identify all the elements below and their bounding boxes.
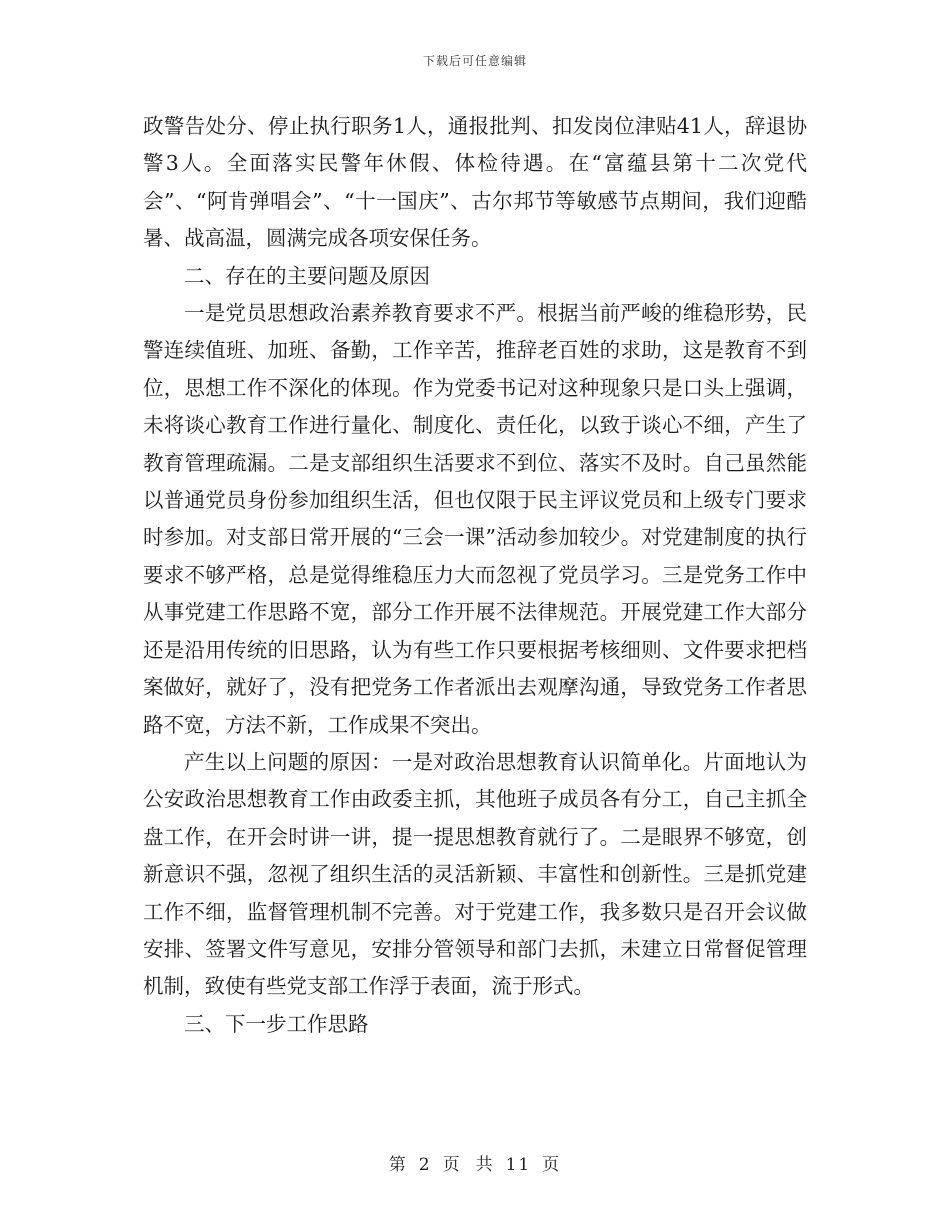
header-note: 下载后可任意编辑 (422, 54, 527, 68)
section-heading-next-steps: 三、下一步工作思路 (184, 1011, 369, 1036)
paragraph-problems: 一是党员思想政治素养教育要求不严。根据当前严峻的维稳形势，民警连续值班、加班、备勤，工作辛苦，推辞老百姓的求助，这是教育不到位，思想工作不深化的体现。作为党委书记对这种现象只是口头上强调，未将谈心教育工作进行量化、制度化、责任化，以致于谈心不细，产生了教育管理疏漏。二是支部组织生活要求不到位、落实不及时。自己虽然能以普通党员身份参加组织生活，但也仅限于民主评议党员和上级专门要求时参加。对支部日常开展的“三会一课”活动参加较少。对党建制度的执行要求不够严格，总是觉得维稳压力大而忽视了党员学习。三是党务工作中从事党建工作思路不宽，部分工作开展不法律规范。开展党建工作大部分还是沿用传统的旧思路，认为有些工作只要根据考核细则、文件要求把档案做好，就好了，没有把党务工作者派出去观摩沟通，导致党务工作者思路不宽，方法不新，工作成果不突出。 (143, 301, 807, 737)
footer-di: 第 (388, 1155, 408, 1175)
document-body (143, 108, 807, 1043)
page-footer (0, 1150, 950, 1175)
section-heading-problems: 二、存在的主要问题及原因 (184, 263, 430, 288)
footer-ye2: 页 (542, 1155, 562, 1175)
footer-total-pages: 11 (505, 1155, 532, 1175)
footer-page-number: 2 (418, 1155, 432, 1175)
footer-ye: 页 (442, 1155, 462, 1175)
footer-gong: 共 (475, 1155, 495, 1175)
paragraph-continued: 政警告处分、停止执行职务1人，通报批判、扣发岗位津贴41人，辞退协警3人。全面落实民警年休假、体检待遇。在“富蕴县第十二次党代会”、“阿肯弹唱会”、“十一国庆”、古尔邦节等敏感节点期间，我们迎酷暑、战高温，圆满完成各项安保任务。 (143, 114, 807, 251)
paragraph-causes: 产生以上问题的原因：一是对政治思想教育认识简单化。片面地认为公安政治思想教育工作由政委主抓，其他班子成员各有分工，自己主抓全盘工作，在开会时讲一讲，提一提思想教育就行了。二是眼界不够宽，创新意识不强，忽视了组织生活的灵活新颖、丰富性和创新性。三是抓党建工作不细，监督管理机制不完善。对于党建工作，我多数只是召开会议做安排、签署文件写意见，安排分管领导和部门去抓，未建立日常督促管理机制，致使有些党支部工作浮于表面，流于形式。 (143, 749, 807, 999)
